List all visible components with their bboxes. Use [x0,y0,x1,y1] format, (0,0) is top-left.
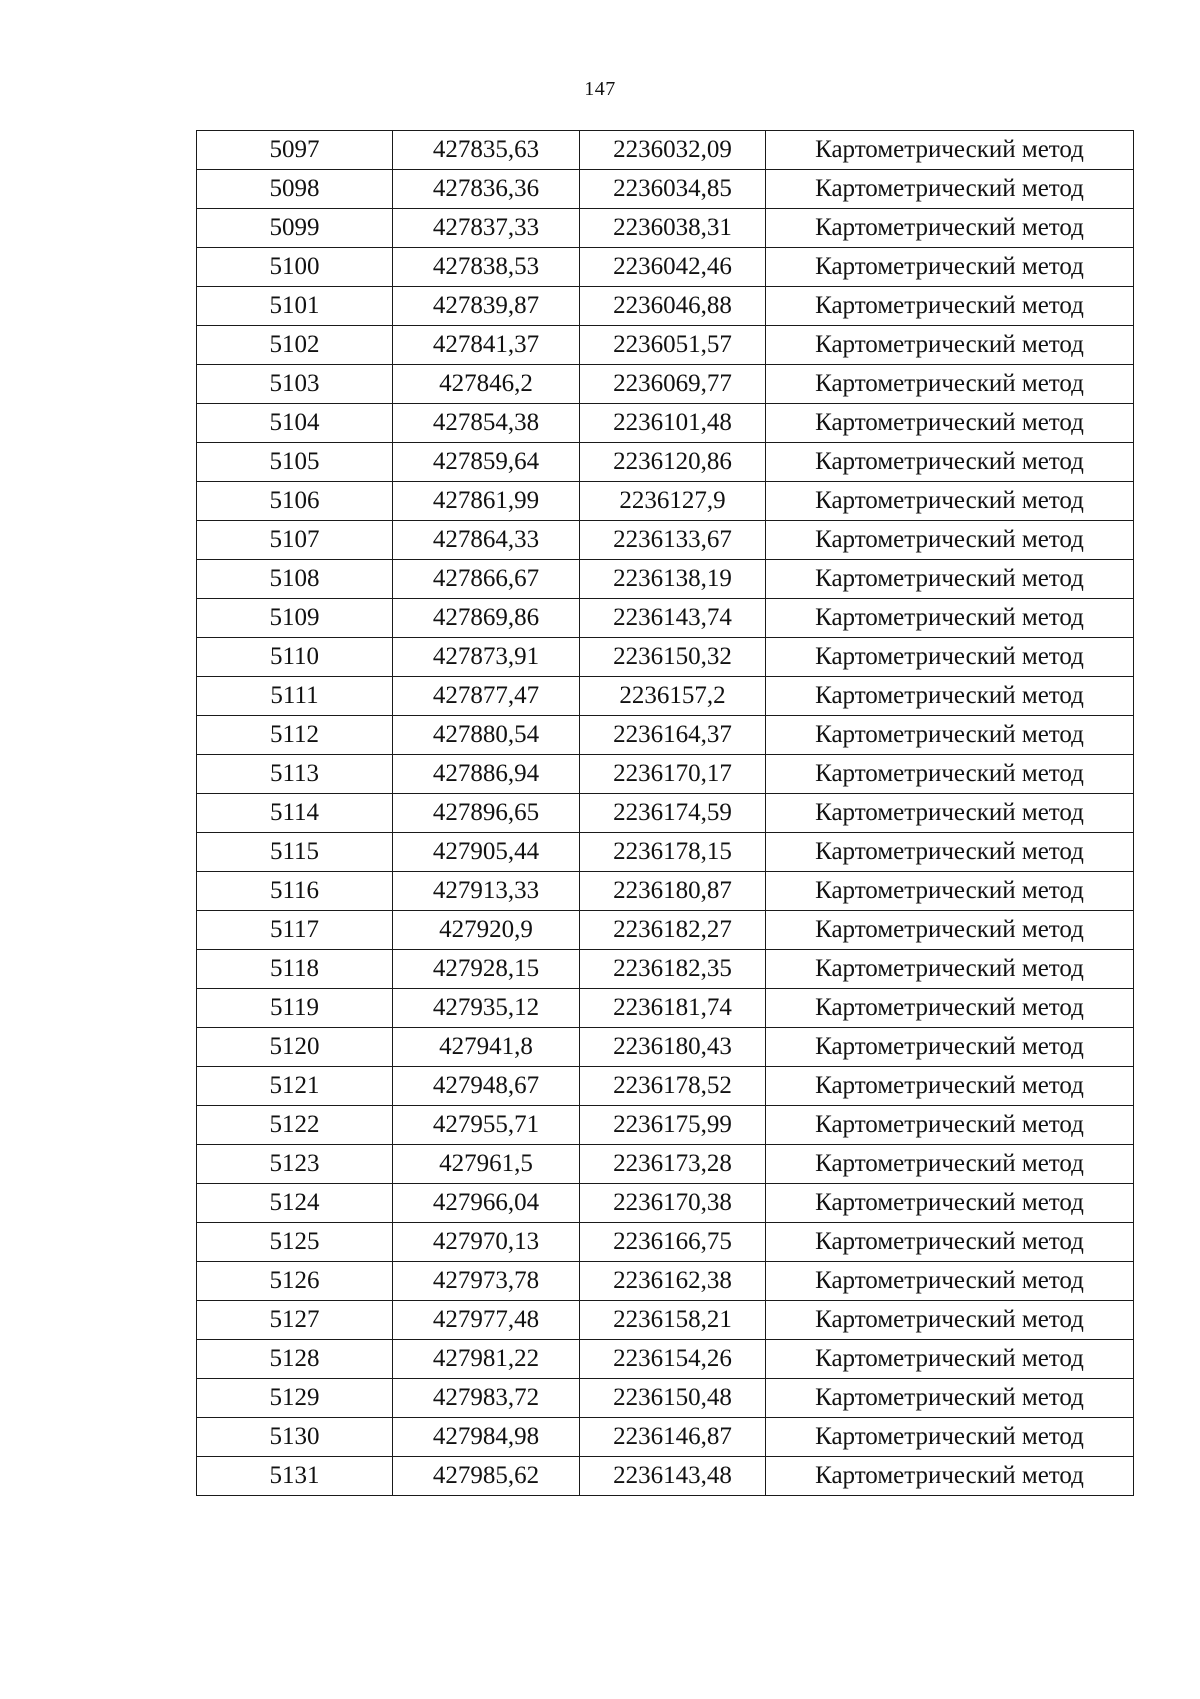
method-cell: Картометрический метод [766,755,1134,794]
point-number-cell: 5111 [197,677,393,716]
y-coordinate-cell: 2236138,19 [580,560,766,599]
table-row [197,1067,1134,1106]
method-cell: Картометрический метод [766,131,1134,170]
method-cell: Картометрический метод [766,248,1134,287]
table-row [197,365,1134,404]
table-row [197,560,1134,599]
method-cell: Картометрический метод [766,1106,1134,1145]
x-coordinate-cell: 427973,78 [393,1262,580,1301]
table-row [197,1028,1134,1067]
table-row [197,209,1134,248]
y-coordinate-cell: 2236127,9 [580,482,766,521]
method-cell: Картометрический метод [766,872,1134,911]
table-row [197,1145,1134,1184]
y-coordinate-cell: 2236120,86 [580,443,766,482]
x-coordinate-cell: 427984,98 [393,1418,580,1457]
point-number-cell: 5099 [197,209,393,248]
x-coordinate-cell: 427854,38 [393,404,580,443]
x-coordinate-cell: 427948,67 [393,1067,580,1106]
table-row [197,521,1134,560]
table-row [197,170,1134,209]
point-number-cell: 5119 [197,989,393,1028]
y-coordinate-cell: 2236174,59 [580,794,766,833]
y-coordinate-cell: 2236032,09 [580,131,766,170]
method-cell: Картометрический метод [766,911,1134,950]
method-cell: Картометрический метод [766,989,1134,1028]
x-coordinate-cell: 427841,37 [393,326,580,365]
method-cell: Картометрический метод [766,521,1134,560]
table-row [197,1184,1134,1223]
method-cell: Картометрический метод [766,560,1134,599]
x-coordinate-cell: 427835,63 [393,131,580,170]
point-number-cell: 5114 [197,794,393,833]
table-row [197,404,1134,443]
point-number-cell: 5110 [197,638,393,677]
point-number-cell: 5103 [197,365,393,404]
x-coordinate-cell: 427977,48 [393,1301,580,1340]
table-row [197,833,1134,872]
x-coordinate-cell: 427837,33 [393,209,580,248]
x-coordinate-cell: 427846,2 [393,365,580,404]
point-number-cell: 5121 [197,1067,393,1106]
y-coordinate-cell: 2236180,43 [580,1028,766,1067]
table-row [197,950,1134,989]
point-number-cell: 5098 [197,170,393,209]
y-coordinate-cell: 2236150,48 [580,1379,766,1418]
y-coordinate-cell: 2236143,74 [580,599,766,638]
x-coordinate-cell: 427928,15 [393,950,580,989]
y-coordinate-cell: 2236182,27 [580,911,766,950]
coordinates-table [196,130,1134,1496]
method-cell: Картометрический метод [766,1067,1134,1106]
x-coordinate-cell: 427864,33 [393,521,580,560]
x-coordinate-cell: 427985,62 [393,1457,580,1496]
table-row [197,911,1134,950]
method-cell: Картометрический метод [766,482,1134,521]
x-coordinate-cell: 427869,86 [393,599,580,638]
x-coordinate-cell: 427935,12 [393,989,580,1028]
method-cell: Картометрический метод [766,443,1134,482]
method-cell: Картометрический метод [766,1262,1134,1301]
method-cell: Картометрический метод [766,1457,1134,1496]
point-number-cell: 5125 [197,1223,393,1262]
method-cell: Картометрический метод [766,638,1134,677]
y-coordinate-cell: 2236180,87 [580,872,766,911]
table-row [197,287,1134,326]
coordinates-table-body [197,131,1134,1496]
y-coordinate-cell: 2236166,75 [580,1223,766,1262]
point-number-cell: 5115 [197,833,393,872]
table-row [197,638,1134,677]
point-number-cell: 5124 [197,1184,393,1223]
y-coordinate-cell: 2236157,2 [580,677,766,716]
table-row [197,599,1134,638]
x-coordinate-cell: 427920,9 [393,911,580,950]
table-row [197,755,1134,794]
method-cell: Картометрический метод [766,599,1134,638]
x-coordinate-cell: 427861,99 [393,482,580,521]
y-coordinate-cell: 2236173,28 [580,1145,766,1184]
method-cell: Картометрический метод [766,1301,1134,1340]
x-coordinate-cell: 427913,33 [393,872,580,911]
y-coordinate-cell: 2236133,67 [580,521,766,560]
table-row [197,1262,1134,1301]
table-row [197,716,1134,755]
x-coordinate-cell: 427896,65 [393,794,580,833]
x-coordinate-cell: 427961,5 [393,1145,580,1184]
y-coordinate-cell: 2236175,99 [580,1106,766,1145]
point-number-cell: 5117 [197,911,393,950]
method-cell: Картометрический метод [766,1145,1134,1184]
point-number-cell: 5108 [197,560,393,599]
y-coordinate-cell: 2236051,57 [580,326,766,365]
point-number-cell: 5101 [197,287,393,326]
table-row [197,443,1134,482]
method-cell: Картометрический метод [766,1379,1134,1418]
x-coordinate-cell: 427905,44 [393,833,580,872]
method-cell: Картометрический метод [766,1223,1134,1262]
table-row [197,1106,1134,1145]
table-row [197,1418,1134,1457]
y-coordinate-cell: 2236178,15 [580,833,766,872]
method-cell: Картометрический метод [766,833,1134,872]
y-coordinate-cell: 2236034,85 [580,170,766,209]
point-number-cell: 5127 [197,1301,393,1340]
point-number-cell: 5129 [197,1379,393,1418]
y-coordinate-cell: 2236101,48 [580,404,766,443]
x-coordinate-cell: 427966,04 [393,1184,580,1223]
point-number-cell: 5106 [197,482,393,521]
method-cell: Картометрический метод [766,950,1134,989]
y-coordinate-cell: 2236038,31 [580,209,766,248]
point-number-cell: 5097 [197,131,393,170]
point-number-cell: 5104 [197,404,393,443]
point-number-cell: 5130 [197,1418,393,1457]
method-cell: Картометрический метод [766,326,1134,365]
point-number-cell: 5102 [197,326,393,365]
table-row [197,482,1134,521]
y-coordinate-cell: 2236182,35 [580,950,766,989]
point-number-cell: 5123 [197,1145,393,1184]
x-coordinate-cell: 427836,36 [393,170,580,209]
point-number-cell: 5131 [197,1457,393,1496]
x-coordinate-cell: 427877,47 [393,677,580,716]
x-coordinate-cell: 427970,13 [393,1223,580,1262]
method-cell: Картометрический метод [766,1340,1134,1379]
table-row [197,131,1134,170]
x-coordinate-cell: 427955,71 [393,1106,580,1145]
point-number-cell: 5122 [197,1106,393,1145]
method-cell: Картометрический метод [766,1028,1134,1067]
table-row [197,794,1134,833]
point-number-cell: 5116 [197,872,393,911]
table-row [197,1457,1134,1496]
method-cell: Картометрический метод [766,677,1134,716]
point-number-cell: 5109 [197,599,393,638]
x-coordinate-cell: 427981,22 [393,1340,580,1379]
x-coordinate-cell: 427983,72 [393,1379,580,1418]
table-row [197,248,1134,287]
y-coordinate-cell: 2236170,38 [580,1184,766,1223]
point-number-cell: 5126 [197,1262,393,1301]
table-row [197,1340,1134,1379]
point-number-cell: 5118 [197,950,393,989]
point-number-cell: 5128 [197,1340,393,1379]
point-number-cell: 5100 [197,248,393,287]
page-number: 147 [584,78,616,100]
y-coordinate-cell: 2236181,74 [580,989,766,1028]
y-coordinate-cell: 2236158,21 [580,1301,766,1340]
y-coordinate-cell: 2236046,88 [580,287,766,326]
x-coordinate-cell: 427873,91 [393,638,580,677]
x-coordinate-cell: 427886,94 [393,755,580,794]
y-coordinate-cell: 2236162,38 [580,1262,766,1301]
method-cell: Картометрический метод [766,170,1134,209]
x-coordinate-cell: 427859,64 [393,443,580,482]
y-coordinate-cell: 2236069,77 [580,365,766,404]
table-row [197,1301,1134,1340]
table-row [197,326,1134,365]
point-number-cell: 5113 [197,755,393,794]
table-row [197,677,1134,716]
y-coordinate-cell: 2236170,17 [580,755,766,794]
method-cell: Картометрический метод [766,404,1134,443]
y-coordinate-cell: 2236178,52 [580,1067,766,1106]
method-cell: Картометрический метод [766,716,1134,755]
x-coordinate-cell: 427838,53 [393,248,580,287]
method-cell: Картометрический метод [766,794,1134,833]
y-coordinate-cell: 2236146,87 [580,1418,766,1457]
table-row [197,1379,1134,1418]
y-coordinate-cell: 2236042,46 [580,248,766,287]
method-cell: Картометрический метод [766,1418,1134,1457]
x-coordinate-cell: 427839,87 [393,287,580,326]
method-cell: Картометрический метод [766,365,1134,404]
method-cell: Картометрический метод [766,287,1134,326]
point-number-cell: 5105 [197,443,393,482]
y-coordinate-cell: 2236164,37 [580,716,766,755]
x-coordinate-cell: 427880,54 [393,716,580,755]
table-row [197,1223,1134,1262]
table-row [197,989,1134,1028]
method-cell: Картометрический метод [766,1184,1134,1223]
y-coordinate-cell: 2236154,26 [580,1340,766,1379]
method-cell: Картометрический метод [766,209,1134,248]
x-coordinate-cell: 427866,67 [393,560,580,599]
point-number-cell: 5112 [197,716,393,755]
y-coordinate-cell: 2236143,48 [580,1457,766,1496]
table-row [197,872,1134,911]
y-coordinate-cell: 2236150,32 [580,638,766,677]
point-number-cell: 5120 [197,1028,393,1067]
x-coordinate-cell: 427941,8 [393,1028,580,1067]
point-number-cell: 5107 [197,521,393,560]
